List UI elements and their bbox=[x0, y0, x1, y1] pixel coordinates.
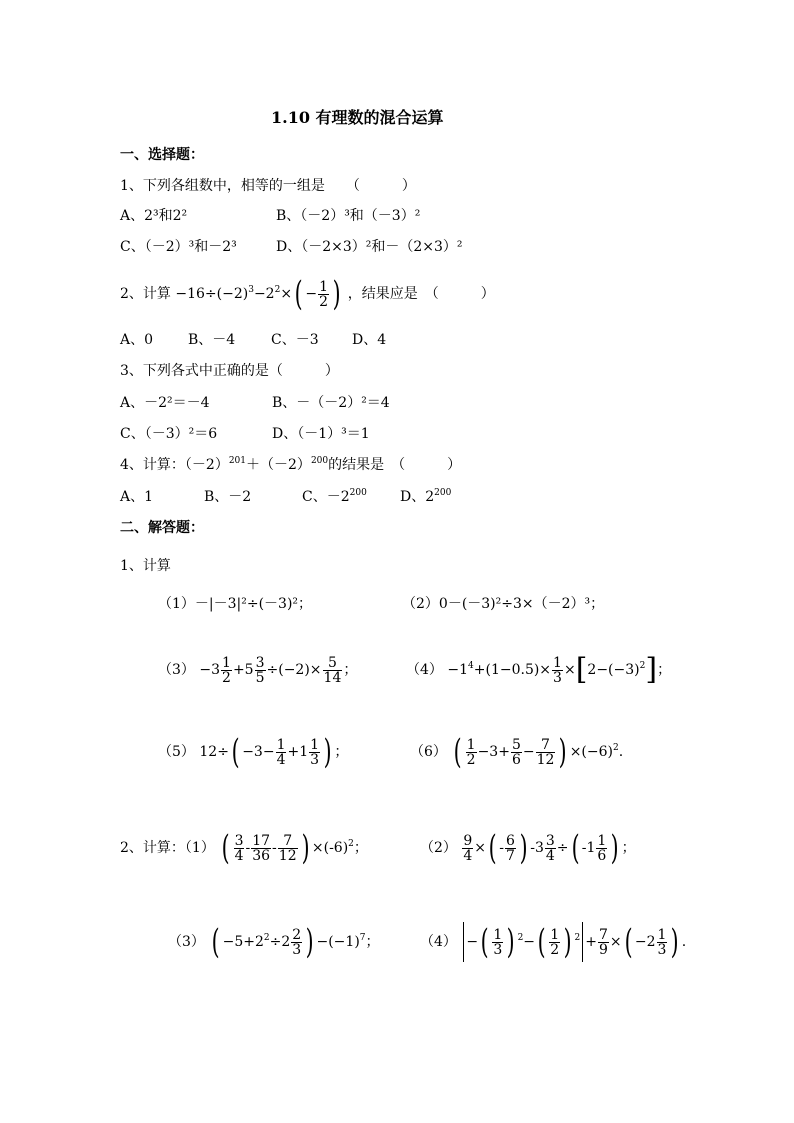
p1-item-2: （2）0－(－3)²÷3×（－2）³； bbox=[402, 596, 605, 612]
q1-option-b: B、（－2）³和（－3）² bbox=[276, 208, 421, 224]
p1-item-4: $(4) -1^4+(1-0.5)\times$ $\frac{1}{3}$ $\times[2-(-3)^2]$； bbox=[406, 652, 672, 687]
p1-item-6: （6） ( $\frac{1}{2}$ −3+ $\frac{5}{6}$ − $\frac{7}{12}$ ) $\times(-6)^2$. bbox=[410, 732, 624, 772]
q3-option-b: B、－（－2）²＝4 bbox=[272, 395, 390, 411]
q2-option-d: D、4 bbox=[352, 332, 387, 348]
q2-expression: $-16\div(-2)^3-2^2\times$( − $\frac{1}{2}$ ) bbox=[175, 274, 341, 314]
p1-item-5: （5） 12÷( −3− $\frac{1}{4}$ +1 $\frac{1}{3}$ ) ； bbox=[158, 732, 349, 772]
p1-label: 1、计算 bbox=[120, 558, 171, 574]
q4-option-b: B、－2 bbox=[204, 489, 252, 505]
q2-suffix: ，结果应是 （ ） bbox=[347, 286, 495, 302]
q3-option-c: C、（－3）²＝6 bbox=[120, 426, 218, 442]
q4-stem bbox=[120, 455, 461, 475]
p2-item-2: （2） $\frac{9}{4}$ ×( - $\frac{6}{7}$ ) -3 $\frac{3}{4}$ ÷( -1 $\frac{1}{6}$ ) ； bbox=[420, 828, 636, 868]
p2-item-1: 2、计算：（1） ( $\frac{3}{4}$ - $\frac{17}{36}$ - $\frac{7}{12}$ ) $\times(-6)^2$； bbox=[120, 828, 368, 868]
p1-item-1: （1）－|－3|²÷(－3)²； bbox=[158, 596, 313, 612]
q1-option-d: D、（－2×3）²和－（2×3）² bbox=[276, 239, 463, 255]
q2-option-c: C、－3 bbox=[271, 332, 319, 348]
q3-option-d: D、（－1）³＝1 bbox=[272, 426, 370, 442]
q3-stem: 3、下列各式中正确的是（ ） bbox=[120, 363, 339, 379]
q1-stem: 1、下列各组数中，相等的一组是 （ ） bbox=[120, 178, 416, 194]
p1-item-3: （3） −3 $\frac{1}{2}$ +5 $\frac{3}{5}$ ÷(−2)× $\frac{5}{14}$ ； bbox=[158, 654, 358, 686]
q2-prefix: 2、计算 bbox=[120, 286, 171, 302]
q2-option-b: B、－4 bbox=[188, 332, 236, 348]
section-heading-solve: 二、解答题： bbox=[120, 520, 204, 536]
p2-label: 2、计算： bbox=[120, 840, 185, 856]
page-title: 1.10 有理数的混合运算 bbox=[271, 108, 444, 127]
q4-option-c: C、$-2^{200}$ bbox=[302, 488, 367, 505]
q4-mid: ＋（－2） bbox=[246, 457, 311, 473]
q4-option-d: D、$2^{200}$ bbox=[400, 488, 452, 505]
section-heading-choice: 一、选择题： bbox=[120, 147, 204, 163]
q4-exp2: 200 bbox=[310, 456, 329, 466]
q1-option-c: C、（－2）³和－2³ bbox=[120, 239, 237, 255]
q4-prefix: 4、计算：（－2） bbox=[120, 457, 229, 473]
p2-item-3: （3） ( $-5+2^2\div 2$ $\frac{2}{3}$ ) $-(-1)^7$； bbox=[168, 922, 380, 962]
q1-option-a: A、2³和2² bbox=[120, 208, 188, 224]
q2-option-a: A、0 bbox=[120, 332, 154, 348]
q4-option-a: A、1 bbox=[120, 489, 154, 505]
q3-option-a: A、－2²＝－4 bbox=[120, 395, 210, 411]
q2-stem bbox=[120, 272, 495, 316]
q4-exp1: 201 bbox=[228, 456, 247, 466]
p2-item-4: （4） −( $\frac{1}{3}$ ) $^2$−( $\frac{1}{2}$ ) $^2$ + $\frac{7}{9}$ ×( −2 $\frac{1}{3}$ ) . bbox=[420, 922, 687, 962]
q4-suffix: 的结果是 （ ） bbox=[328, 457, 462, 473]
